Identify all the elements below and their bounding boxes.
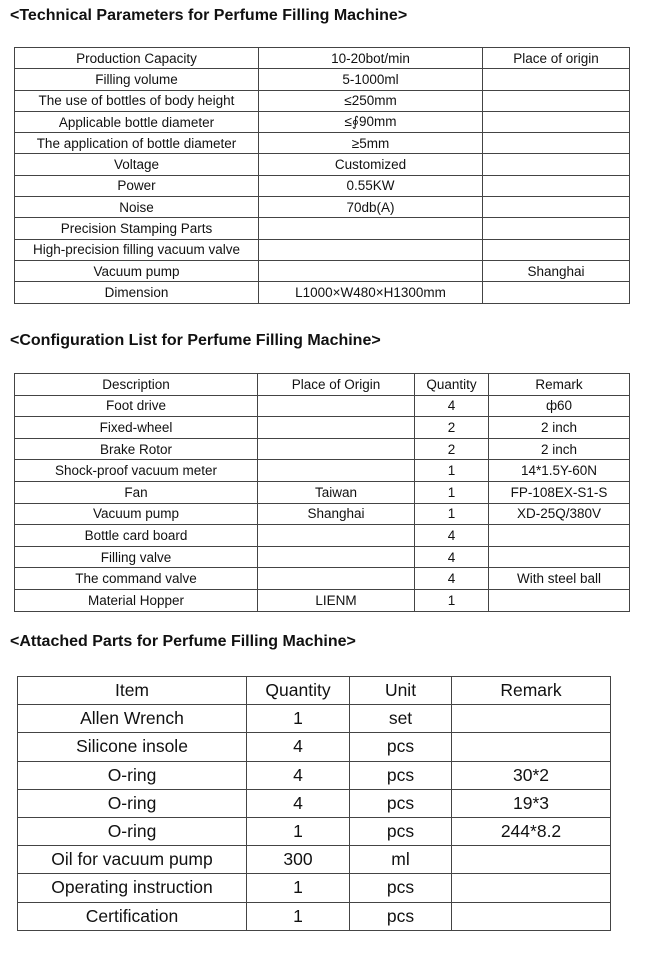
table-row [15,460,630,482]
table-cell: 1 [415,503,489,525]
table-cell: ml [350,846,452,874]
table-row [18,677,611,705]
table-row [15,282,630,303]
configuration-list-table [14,373,630,612]
table-cell: Remark [489,374,630,396]
table-cell: pcs [350,761,452,789]
table-cell [483,175,630,196]
table-row [15,503,630,525]
table-cell: 19*3 [452,789,611,817]
table-cell: pcs [350,733,452,761]
table-cell: pcs [350,789,452,817]
table-row [15,395,630,417]
table-cell: Operating instruction [18,874,247,902]
technical-parameters-table [14,47,630,304]
table-cell: 2 inch [489,438,630,460]
table-cell: 2 inch [489,417,630,439]
table-row [15,438,630,460]
table-cell [258,438,415,460]
table-cell [258,460,415,482]
table-row [15,260,630,281]
table-row [15,111,630,132]
table-cell [483,282,630,303]
table-row [15,48,630,69]
table-cell: 1 [415,589,489,611]
table-cell [258,417,415,439]
table-row [15,218,630,239]
table-cell: Material Hopper [15,589,258,611]
table-cell: ≤∮90mm [259,111,483,132]
table-cell: 4 [415,546,489,568]
table-cell: 30*2 [452,761,611,789]
table-cell: 5-1000ml [259,69,483,90]
table-cell [259,239,483,260]
table-cell: 244*8.2 [452,817,611,845]
table-cell [483,69,630,90]
attached-parts-table [17,676,611,931]
table-cell [258,525,415,547]
table-cell: 1 [415,460,489,482]
table-row [15,589,630,611]
table-row [15,197,630,218]
table-cell: FP-108EX-S1-S [489,481,630,503]
table-cell: 70db(A) [259,197,483,218]
table-cell: O-ring [18,817,247,845]
table-cell: 1 [247,902,350,930]
table-cell: Shock-proof vacuum meter [15,460,258,482]
table-cell: pcs [350,817,452,845]
table-cell: ≥5mm [259,133,483,154]
table-cell [259,218,483,239]
table-row [18,789,611,817]
table-cell: 14*1.5Y-60N [489,460,630,482]
table-cell: 4 [247,733,350,761]
table-row [15,546,630,568]
table-row [18,874,611,902]
table-row [15,417,630,439]
table-cell: The use of bottles of body height [15,90,259,111]
table-cell [258,546,415,568]
table-cell [452,846,611,874]
table-cell: 4 [415,525,489,547]
attached-parts-heading: <Attached Parts for Perfume Filling Machine> [10,633,356,650]
table-cell: 10-20bot/min [259,48,483,69]
table-row [18,733,611,761]
table-cell: Quantity [247,677,350,705]
table-cell: 1 [415,481,489,503]
table-cell: O-ring [18,761,247,789]
table-cell: Certification [18,902,247,930]
table-cell: Fixed-wheel [15,417,258,439]
table-cell [483,90,630,111]
table-cell: Foot drive [15,395,258,417]
table-cell: Bottle card board [15,525,258,547]
table-row [15,175,630,196]
table-cell: 1 [247,705,350,733]
table-cell: The application of bottle diameter [15,133,259,154]
table-cell: Filling valve [15,546,258,568]
table-row [15,525,630,547]
table-cell [489,525,630,547]
table-cell: Remark [452,677,611,705]
table-cell: Dimension [15,282,259,303]
table-cell [452,705,611,733]
table-cell [258,568,415,590]
table-cell: 4 [415,568,489,590]
table-cell: O-ring [18,789,247,817]
table-cell: 2 [415,438,489,460]
table-cell: Description [15,374,258,396]
table-cell: ≤250mm [259,90,483,111]
configuration-list-heading: <Configuration List for Perfume Filling Machine> [10,332,381,349]
table-cell: Quantity [415,374,489,396]
table-cell: The command valve [15,568,258,590]
table-cell: 4 [247,789,350,817]
table-cell [483,197,630,218]
table-cell: Noise [15,197,259,218]
table-cell: Place of origin [483,48,630,69]
table-cell: Unit [350,677,452,705]
table-cell: Voltage [15,154,259,175]
table-row [15,133,630,154]
table-cell: Shanghai [258,503,415,525]
table-cell [483,154,630,175]
table-cell: 4 [415,395,489,417]
table-row [15,568,630,590]
table-cell [258,395,415,417]
table-cell: Brake Rotor [15,438,258,460]
table-cell: Vacuum pump [15,260,259,281]
table-cell [452,733,611,761]
table-cell: 1 [247,817,350,845]
table-cell: 1 [247,874,350,902]
table-cell: Oil for vacuum pump [18,846,247,874]
table-cell: High-precision filling vacuum valve [15,239,259,260]
table-row [18,817,611,845]
table-cell [483,111,630,132]
table-row [15,481,630,503]
table-cell: 4 [247,761,350,789]
table-cell: Precision Stamping Parts [15,218,259,239]
table-cell: Silicone insole [18,733,247,761]
table-cell: Vacuum pump [15,503,258,525]
table-cell [483,239,630,260]
table-row [15,69,630,90]
table-cell: Power [15,175,259,196]
table-cell: Applicable bottle diameter [15,111,259,132]
table-cell: 2 [415,417,489,439]
table-cell: set [350,705,452,733]
table-cell: Allen Wrench [18,705,247,733]
table-row [15,239,630,260]
technical-parameters-heading: <Technical Parameters for Perfume Filling Machine> [10,7,408,24]
table-row [15,154,630,175]
table-cell: Fan [15,481,258,503]
table-cell: pcs [350,902,452,930]
table-cell: XD-25Q/380V [489,503,630,525]
table-cell: Place of Origin [258,374,415,396]
table-cell: 300 [247,846,350,874]
table-cell [489,546,630,568]
table-row [18,761,611,789]
table-cell [483,133,630,154]
table-cell: Taiwan [258,481,415,503]
table-cell [452,902,611,930]
table-row [15,374,630,396]
table-cell: Filling volume [15,69,259,90]
table-row [18,902,611,930]
table-cell: Production Capacity [15,48,259,69]
table-cell: Item [18,677,247,705]
table-cell [483,218,630,239]
table-row [18,846,611,874]
table-cell: L1000×W480×H1300mm [259,282,483,303]
table-row [18,705,611,733]
table-cell: With steel ball [489,568,630,590]
table-row [15,90,630,111]
table-cell: pcs [350,874,452,902]
table-cell: Customized [259,154,483,175]
table-cell: 0.55KW [259,175,483,196]
table-cell: ф60 [489,395,630,417]
table-cell [259,260,483,281]
table-cell: Shanghai [483,260,630,281]
table-cell [452,874,611,902]
table-cell [489,589,630,611]
table-cell: LIENM [258,589,415,611]
